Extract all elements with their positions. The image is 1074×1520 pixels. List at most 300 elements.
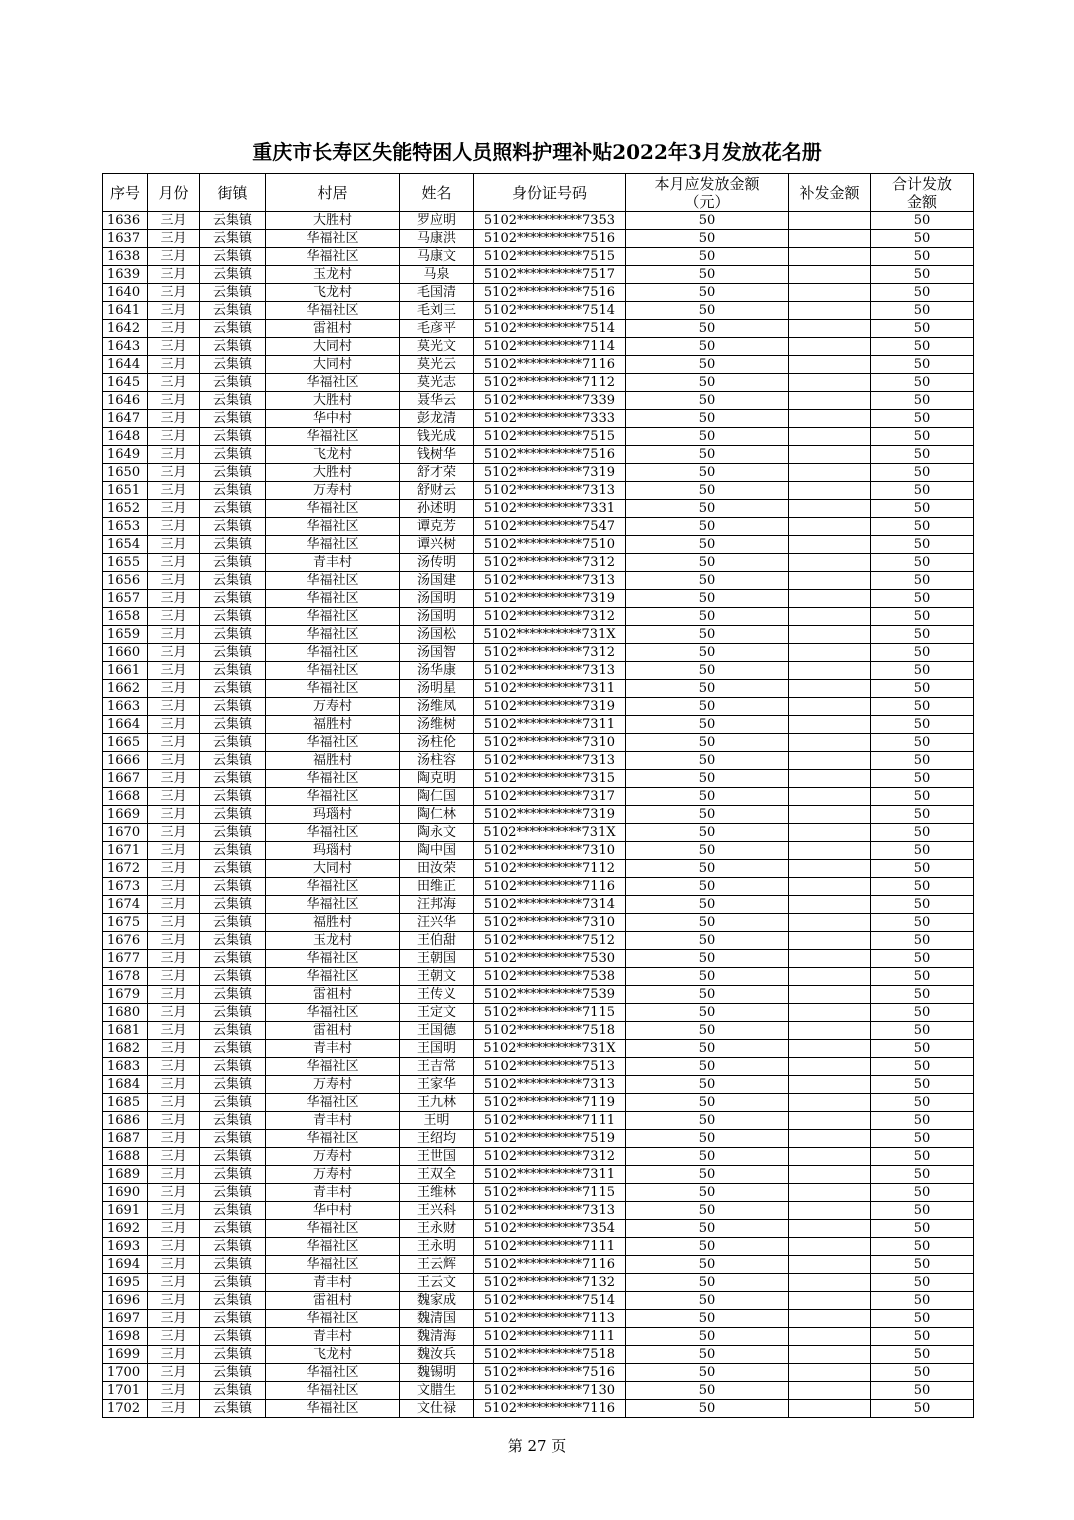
cell-amount: 50 (626, 1202, 789, 1220)
cell-town: 云集镇 (200, 806, 266, 824)
table-row (103, 698, 974, 716)
cell-seq: 1652 (103, 500, 148, 518)
cell-name: 王家华 (400, 1076, 474, 1094)
cell-name: 汪兴华 (400, 914, 474, 932)
cell-amount: 50 (626, 644, 789, 662)
cell-amount: 50 (626, 374, 789, 392)
table-row (103, 662, 974, 680)
cell-id-number: 5102**********7319 (474, 698, 626, 716)
cell-amount: 50 (626, 1130, 789, 1148)
cell-month: 三月 (148, 968, 200, 986)
cell-town: 云集镇 (200, 356, 266, 374)
cell-town: 云集镇 (200, 1112, 266, 1130)
cell-supplement (789, 1076, 871, 1094)
cell-month: 三月 (148, 284, 200, 302)
cell-month: 三月 (148, 1346, 200, 1364)
cell-seq: 1694 (103, 1256, 148, 1274)
cell-amount: 50 (626, 1382, 789, 1400)
cell-seq: 1678 (103, 968, 148, 986)
cell-amount: 50 (626, 302, 789, 320)
cell-seq: 1674 (103, 896, 148, 914)
cell-town: 云集镇 (200, 896, 266, 914)
table-row (103, 896, 974, 914)
cell-town: 云集镇 (200, 842, 266, 860)
cell-amount: 50 (626, 770, 789, 788)
table-row (103, 1256, 974, 1274)
cell-name: 聂华云 (400, 392, 474, 410)
cell-name: 陶克明 (400, 770, 474, 788)
cell-total: 50 (871, 842, 974, 860)
cell-supplement (789, 212, 871, 230)
cell-town: 云集镇 (200, 1076, 266, 1094)
cell-month: 三月 (148, 482, 200, 500)
cell-supplement (789, 806, 871, 824)
cell-id-number: 5102**********7315 (474, 770, 626, 788)
cell-amount: 50 (626, 788, 789, 806)
cell-seq: 1681 (103, 1022, 148, 1040)
cell-month: 三月 (148, 950, 200, 968)
cell-total: 50 (871, 392, 974, 410)
cell-amount: 50 (626, 932, 789, 950)
table-row (103, 914, 974, 932)
cell-amount: 50 (626, 338, 789, 356)
cell-supplement (789, 1148, 871, 1166)
cell-total: 50 (871, 590, 974, 608)
cell-name: 莫光云 (400, 356, 474, 374)
cell-town: 云集镇 (200, 446, 266, 464)
cell-supplement (789, 1058, 871, 1076)
cell-total: 50 (871, 680, 974, 698)
cell-month: 三月 (148, 770, 200, 788)
cell-id-number: 5102**********7130 (474, 1382, 626, 1400)
cell-seq: 1682 (103, 1040, 148, 1058)
cell-town: 云集镇 (200, 302, 266, 320)
cell-amount: 50 (626, 842, 789, 860)
cell-month: 三月 (148, 536, 200, 554)
cell-id-number: 5102**********7514 (474, 320, 626, 338)
cell-name: 王云辉 (400, 1256, 474, 1274)
cell-month: 三月 (148, 1274, 200, 1292)
cell-supplement (789, 320, 871, 338)
cell-village: 华福社区 (266, 1004, 400, 1022)
cell-id-number: 5102**********7116 (474, 1256, 626, 1274)
cell-amount: 50 (626, 1328, 789, 1346)
cell-town: 云集镇 (200, 212, 266, 230)
cell-village: 华福社区 (266, 1220, 400, 1238)
cell-id-number: 5102**********7310 (474, 914, 626, 932)
cell-village: 华福社区 (266, 1364, 400, 1382)
cell-id-number: 5102**********7530 (474, 950, 626, 968)
cell-village: 雷祖村 (266, 986, 400, 1004)
cell-town: 云集镇 (200, 1364, 266, 1382)
cell-village: 青丰村 (266, 1040, 400, 1058)
cell-amount: 50 (626, 716, 789, 734)
cell-total: 50 (871, 356, 974, 374)
table-row (103, 1346, 974, 1364)
cell-month: 三月 (148, 1040, 200, 1058)
cell-id-number: 5102**********7517 (474, 266, 626, 284)
cell-amount: 50 (626, 1346, 789, 1364)
table-row (103, 356, 974, 374)
document-title: 重庆市长寿区失能特困人员照料护理补贴2022年3月发放花名册 (252, 140, 822, 164)
cell-total: 50 (871, 230, 974, 248)
cell-total: 50 (871, 878, 974, 896)
cell-total: 50 (871, 1112, 974, 1130)
cell-village: 华福社区 (266, 788, 400, 806)
cell-month: 三月 (148, 446, 200, 464)
cell-town: 云集镇 (200, 626, 266, 644)
cell-name: 汤国建 (400, 572, 474, 590)
cell-town: 云集镇 (200, 1274, 266, 1292)
cell-seq: 1689 (103, 1166, 148, 1184)
cell-total: 50 (871, 1382, 974, 1400)
cell-town: 云集镇 (200, 536, 266, 554)
table-row (103, 1292, 974, 1310)
cell-seq: 1693 (103, 1238, 148, 1256)
cell-town: 云集镇 (200, 644, 266, 662)
table-row (103, 986, 974, 1004)
cell-amount: 50 (626, 734, 789, 752)
table-row (103, 626, 974, 644)
cell-month: 三月 (148, 1184, 200, 1202)
cell-total: 50 (871, 1148, 974, 1166)
cell-supplement (789, 284, 871, 302)
cell-month: 三月 (148, 1382, 200, 1400)
cell-total: 50 (871, 248, 974, 266)
cell-supplement (789, 1400, 871, 1418)
cell-village: 华福社区 (266, 734, 400, 752)
table-row (103, 1022, 974, 1040)
cell-total: 50 (871, 536, 974, 554)
cell-id-number: 5102**********7514 (474, 302, 626, 320)
cell-seq: 1669 (103, 806, 148, 824)
cell-town: 云集镇 (200, 1022, 266, 1040)
cell-id-number: 5102**********7513 (474, 1058, 626, 1076)
cell-month: 三月 (148, 500, 200, 518)
table-row (103, 284, 974, 302)
cell-supplement (789, 230, 871, 248)
cell-month: 三月 (148, 320, 200, 338)
cell-name: 马泉 (400, 266, 474, 284)
cell-seq: 1651 (103, 482, 148, 500)
table-row (103, 1274, 974, 1292)
cell-seq: 1698 (103, 1328, 148, 1346)
cell-town: 云集镇 (200, 1202, 266, 1220)
cell-supplement (789, 374, 871, 392)
cell-amount: 50 (626, 248, 789, 266)
cell-supplement (789, 1184, 871, 1202)
cell-town: 云集镇 (200, 374, 266, 392)
cell-total: 50 (871, 1166, 974, 1184)
cell-village: 大同村 (266, 356, 400, 374)
cell-id-number: 5102**********7111 (474, 1238, 626, 1256)
cell-supplement (789, 770, 871, 788)
cell-month: 三月 (148, 1310, 200, 1328)
cell-id-number: 5102**********731X (474, 1040, 626, 1058)
cell-town: 云集镇 (200, 1328, 266, 1346)
cell-total: 50 (871, 1094, 974, 1112)
cell-village: 华福社区 (266, 1256, 400, 1274)
cell-name: 王双全 (400, 1166, 474, 1184)
cell-month: 三月 (148, 896, 200, 914)
cell-id-number: 5102**********7514 (474, 1292, 626, 1310)
cell-id-number: 5102**********7112 (474, 860, 626, 878)
cell-total: 50 (871, 518, 974, 536)
cell-town: 云集镇 (200, 590, 266, 608)
cell-amount: 50 (626, 1076, 789, 1094)
table-row (103, 320, 974, 338)
cell-name: 陶仁国 (400, 788, 474, 806)
cell-amount: 50 (626, 284, 789, 302)
cell-name: 魏锡明 (400, 1364, 474, 1382)
cell-name: 汤国明 (400, 590, 474, 608)
cell-village: 青丰村 (266, 1328, 400, 1346)
cell-name: 钱树华 (400, 446, 474, 464)
cell-month: 三月 (148, 752, 200, 770)
cell-supplement (789, 1256, 871, 1274)
table-row (103, 212, 974, 230)
cell-village: 玉龙村 (266, 932, 400, 950)
cell-seq: 1640 (103, 284, 148, 302)
cell-amount: 50 (626, 464, 789, 482)
cell-supplement (789, 1022, 871, 1040)
cell-name: 王伯甜 (400, 932, 474, 950)
cell-supplement (789, 302, 871, 320)
cell-total: 50 (871, 1058, 974, 1076)
cell-supplement (789, 572, 871, 590)
cell-total: 50 (871, 932, 974, 950)
cell-id-number: 5102**********7113 (474, 1310, 626, 1328)
cell-seq: 1684 (103, 1076, 148, 1094)
cell-town: 云集镇 (200, 734, 266, 752)
cell-amount: 50 (626, 824, 789, 842)
table-row (103, 860, 974, 878)
cell-seq: 1657 (103, 590, 148, 608)
cell-seq: 1668 (103, 788, 148, 806)
cell-supplement (789, 1130, 871, 1148)
cell-month: 三月 (148, 212, 200, 230)
cell-supplement (789, 752, 871, 770)
cell-amount: 50 (626, 950, 789, 968)
cell-id-number: 5102**********7516 (474, 284, 626, 302)
cell-month: 三月 (148, 1094, 200, 1112)
cell-supplement (789, 950, 871, 968)
cell-month: 三月 (148, 878, 200, 896)
cell-town: 云集镇 (200, 1166, 266, 1184)
cell-amount: 50 (626, 392, 789, 410)
cell-village: 华福社区 (266, 680, 400, 698)
cell-name: 谭克芳 (400, 518, 474, 536)
cell-name: 王兴科 (400, 1202, 474, 1220)
cell-village: 华福社区 (266, 626, 400, 644)
cell-seq: 1654 (103, 536, 148, 554)
cell-name: 陶仁林 (400, 806, 474, 824)
cell-seq: 1665 (103, 734, 148, 752)
table-row (103, 464, 974, 482)
cell-town: 云集镇 (200, 1400, 266, 1418)
table-row (103, 338, 974, 356)
cell-supplement (789, 1166, 871, 1184)
cell-supplement (789, 1382, 871, 1400)
cell-month: 三月 (148, 554, 200, 572)
cell-supplement (789, 914, 871, 932)
table-row (103, 716, 974, 734)
cell-seq: 1686 (103, 1112, 148, 1130)
cell-month: 三月 (148, 1364, 200, 1382)
cell-month: 三月 (148, 1292, 200, 1310)
cell-name: 汤传明 (400, 554, 474, 572)
cell-month: 三月 (148, 1166, 200, 1184)
cell-seq: 1673 (103, 878, 148, 896)
cell-supplement (789, 1364, 871, 1382)
cell-amount: 50 (626, 680, 789, 698)
table-row (103, 644, 974, 662)
table-row (103, 446, 974, 464)
header-id-number: 身份证号码 (474, 174, 626, 212)
cell-amount: 50 (626, 518, 789, 536)
table-row (103, 734, 974, 752)
header-name: 姓名 (400, 174, 474, 212)
cell-month: 三月 (148, 356, 200, 374)
cell-village: 华福社区 (266, 1310, 400, 1328)
cell-town: 云集镇 (200, 860, 266, 878)
header-row (103, 174, 974, 212)
cell-amount: 50 (626, 320, 789, 338)
cell-name: 田汝荣 (400, 860, 474, 878)
cell-amount: 50 (626, 626, 789, 644)
cell-total: 50 (871, 716, 974, 734)
cell-name: 王国明 (400, 1040, 474, 1058)
cell-month: 三月 (148, 338, 200, 356)
cell-village: 福胜村 (266, 914, 400, 932)
table-row (103, 1166, 974, 1184)
cell-name: 马康洪 (400, 230, 474, 248)
cell-village: 华福社区 (266, 1130, 400, 1148)
cell-supplement (789, 266, 871, 284)
cell-amount: 50 (626, 1094, 789, 1112)
cell-town: 云集镇 (200, 752, 266, 770)
table-row (103, 1184, 974, 1202)
cell-name: 文仕禄 (400, 1400, 474, 1418)
cell-amount: 50 (626, 1274, 789, 1292)
cell-seq: 1663 (103, 698, 148, 716)
cell-village: 华福社区 (266, 878, 400, 896)
table-row (103, 1130, 974, 1148)
cell-total: 50 (871, 1328, 974, 1346)
cell-town: 云集镇 (200, 518, 266, 536)
cell-total: 50 (871, 1202, 974, 1220)
cell-id-number: 5102**********7116 (474, 1400, 626, 1418)
cell-name: 魏清国 (400, 1310, 474, 1328)
cell-seq: 1647 (103, 410, 148, 428)
cell-supplement (789, 1202, 871, 1220)
cell-month: 三月 (148, 734, 200, 752)
cell-name: 马康文 (400, 248, 474, 266)
table-row (103, 608, 974, 626)
cell-town: 云集镇 (200, 788, 266, 806)
cell-village: 万寿村 (266, 1076, 400, 1094)
cell-name: 舒才荣 (400, 464, 474, 482)
cell-total: 50 (871, 1022, 974, 1040)
cell-amount: 50 (626, 860, 789, 878)
cell-month: 三月 (148, 1130, 200, 1148)
cell-month: 三月 (148, 986, 200, 1004)
table-row (103, 1220, 974, 1238)
cell-amount: 50 (626, 212, 789, 230)
cell-seq: 1683 (103, 1058, 148, 1076)
cell-amount: 50 (626, 1166, 789, 1184)
cell-supplement (789, 1310, 871, 1328)
cell-village: 玛瑙村 (266, 806, 400, 824)
cell-id-number: 5102**********7115 (474, 1004, 626, 1022)
cell-amount: 50 (626, 1184, 789, 1202)
cell-town: 云集镇 (200, 1238, 266, 1256)
cell-amount: 50 (626, 1022, 789, 1040)
cell-village: 飞龙村 (266, 284, 400, 302)
cell-amount: 50 (626, 1148, 789, 1166)
cell-id-number: 5102**********7313 (474, 572, 626, 590)
cell-month: 三月 (148, 1220, 200, 1238)
cell-month: 三月 (148, 698, 200, 716)
cell-seq: 1659 (103, 626, 148, 644)
cell-total: 50 (871, 1400, 974, 1418)
table-row (103, 1112, 974, 1130)
cell-town: 云集镇 (200, 662, 266, 680)
table-row (103, 1364, 974, 1382)
page-number: 第 27 页 (507, 1437, 567, 1455)
cell-town: 云集镇 (200, 464, 266, 482)
cell-amount: 50 (626, 986, 789, 1004)
roster-body (103, 212, 974, 1418)
cell-amount: 50 (626, 752, 789, 770)
cell-total: 50 (871, 500, 974, 518)
table-row (103, 950, 974, 968)
cell-supplement (789, 482, 871, 500)
cell-village: 玛瑙村 (266, 842, 400, 860)
cell-supplement (789, 1292, 871, 1310)
cell-amount: 50 (626, 698, 789, 716)
cell-village: 雷祖村 (266, 320, 400, 338)
cell-total: 50 (871, 1184, 974, 1202)
cell-id-number: 5102**********7311 (474, 680, 626, 698)
cell-supplement (789, 1274, 871, 1292)
cell-town: 云集镇 (200, 1148, 266, 1166)
cell-id-number: 5102**********7319 (474, 806, 626, 824)
cell-village: 万寿村 (266, 1166, 400, 1184)
cell-name: 汤明星 (400, 680, 474, 698)
cell-id-number: 5102**********7516 (474, 446, 626, 464)
cell-amount: 50 (626, 914, 789, 932)
cell-amount: 50 (626, 1364, 789, 1382)
cell-supplement (789, 680, 871, 698)
cell-amount: 50 (626, 266, 789, 284)
cell-supplement (789, 932, 871, 950)
cell-amount: 50 (626, 1220, 789, 1238)
cell-town: 云集镇 (200, 1256, 266, 1274)
cell-month: 三月 (148, 1400, 200, 1418)
cell-name: 汤华康 (400, 662, 474, 680)
cell-village: 大胜村 (266, 392, 400, 410)
cell-town: 云集镇 (200, 950, 266, 968)
cell-total: 50 (871, 788, 974, 806)
cell-town: 云集镇 (200, 608, 266, 626)
cell-town: 云集镇 (200, 1094, 266, 1112)
cell-supplement (789, 986, 871, 1004)
table-row (103, 680, 974, 698)
cell-name: 毛彦平 (400, 320, 474, 338)
table-row (103, 1310, 974, 1328)
cell-village: 青丰村 (266, 1112, 400, 1130)
